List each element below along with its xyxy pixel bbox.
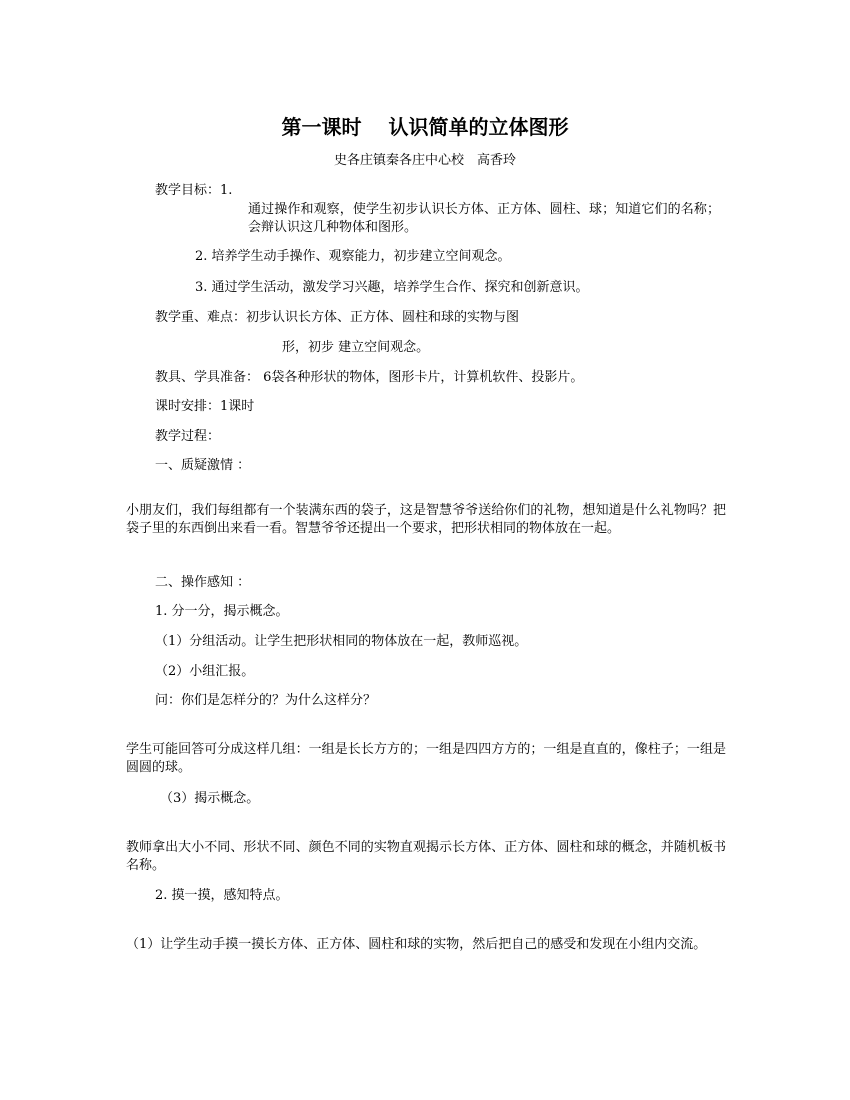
- section-1-heading: 一、质疑激情 ：: [155, 458, 251, 473]
- question-line: 问：你们是怎样分的？为什么这样分？: [155, 693, 377, 708]
- step-2: 2. 摸一摸，感知特点。: [155, 888, 289, 903]
- step-1-1: （1）分组活动。让学生把形状相同的物体放在一起，教师巡视。: [155, 634, 528, 649]
- paragraph-3: 教师拿出大小不同、形状不同、颜色不同的实物直观揭示长方体、正方体、圆柱和球的概念，并随机板书名称。: [126, 840, 726, 873]
- section-2-heading: 二、操作感知 ：: [155, 575, 251, 590]
- objective-2: 2. 培养学生动手操作、观察能力，初步建立空间观念。: [195, 249, 511, 264]
- key-points-line-2: 形，初步 建立空间观念。: [282, 340, 430, 355]
- paragraph-1: 小朋友们，我们每组都有一个装满东西的袋子，这是智慧爷爷送给你们的礼物，想知道是什么礼物吗？把袋子里的东西倒出来看一看。智慧爷爷还提出一个要求，把形状相同的物体放在一起。: [126, 503, 726, 536]
- objective-3: 3. 通过学生活动，激发学习兴趣，培养学生合作、探究和创新意识。: [195, 280, 589, 295]
- key-points-line-1: 教学重、难点：初步认识长方体、正方体、圆柱和球的实物与图: [155, 310, 520, 325]
- step-1: 1. 分一分，揭示概念。: [155, 604, 289, 619]
- step-1-3: （3）揭示概念。: [160, 791, 260, 806]
- process-label: 教学过程：: [155, 429, 221, 444]
- materials-line: 教具、学具准备： 6袋各种形状的物体，图形卡片，计算机软件、投影片。: [155, 370, 584, 385]
- objectives-label: 教学目标：1.: [155, 183, 233, 198]
- step-1-2: （2）小组汇报。: [155, 664, 255, 679]
- schedule-line: 课时安排：1课时: [155, 399, 255, 414]
- author-line: 史各庄镇秦各庄中心校 高香玲: [333, 153, 516, 168]
- paragraph-2: 学生可能回答可分成这样几组：一组是长长方方的；一组是四四方方的；一组是直直的，像柱子；一组是圆圆的球。: [126, 742, 726, 775]
- paragraph-4: （1）让学生动手摸一摸长方体、正方体、圆柱和球的实物，然后把自己的感受和发现在小组内交流。: [126, 937, 707, 952]
- objective-1: 通过操作和观察，使学生初步认识长方体、正方体、圆柱、球；知道它们的名称；会辩认识这几种物体和图形。: [248, 202, 720, 235]
- lesson-title: 第一课时 认识简单的立体图形: [281, 115, 569, 139]
